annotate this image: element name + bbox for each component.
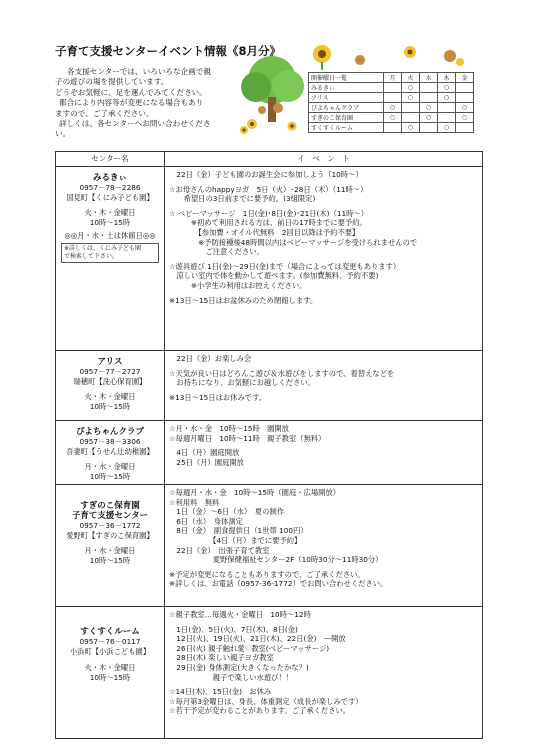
schedule-mark: ○ — [420, 113, 438, 123]
page-title: 子育て支援センターイベント情報《8月分》 — [55, 44, 282, 58]
schedule-center: アリス — [309, 93, 384, 103]
schedule-mark: ○ — [438, 123, 456, 133]
event-line: 29日(金) 身体測定(大きくなったかな？) — [169, 662, 309, 672]
event-line: 28日(木) 楽しい親子ヨガ教室 — [169, 653, 274, 663]
event-line: ☆毎月第3金曜日は、身長、体重測定（成長が楽しみです） — [169, 696, 363, 706]
table-row — [56, 167, 483, 351]
column-header-event: イ ベ ン ト — [165, 152, 483, 167]
schedule-mark: ○ — [384, 103, 402, 113]
center-name-sub: 子育て支援センター — [71, 511, 149, 521]
center-days: 火・木・金曜日 — [84, 208, 136, 217]
schedule-mark — [438, 103, 456, 113]
center-address: 国見町【くにみ子ども園】 — [66, 193, 154, 202]
center-cell — [56, 351, 165, 421]
intro-line: 都合により内容等が変更になる場合もあり — [59, 98, 204, 108]
center-closed: ◎◎月・水・土は休館日◎◎ — [64, 231, 156, 240]
event-line: ☆遊具遊び 1日(金)～29日(金)まで（場合によっては変更もあります） — [169, 261, 401, 271]
center-tel: 0957－78－2286 — [79, 183, 141, 192]
center-hours: 10時～15時 — [89, 673, 131, 682]
schedule-mark: ○ — [402, 93, 420, 103]
event-cell — [165, 485, 483, 607]
center-name: すぎのこ保育園 — [80, 501, 140, 511]
event-line: ☆お母さんのhappyヨガ 5日（火）･28日（木）（11時～） — [169, 184, 368, 194]
schedule-header: 開催曜日一覧 — [309, 73, 384, 83]
center-days: 火・木・金曜日 — [84, 392, 136, 401]
center-tel: 0957－36－1772 — [79, 521, 141, 530]
schedule-mark — [384, 123, 402, 133]
schedule-center: みるきぃ — [309, 83, 384, 93]
event-line: 22日（金） 出張子育て教室 — [169, 545, 270, 555]
event-line: 8日（金） 副食提供日（1世帯 100円） — [169, 526, 308, 536]
center-name: ぴよちゃんクラブ — [75, 427, 144, 437]
schedule-mark — [420, 123, 438, 133]
event-line: ☆利用料 無料 — [169, 497, 220, 507]
center-tel: 0957－38－3306 — [79, 437, 141, 446]
event-line: 1日(金)、5日(火)、7日(木)、8日(金) — [169, 624, 298, 634]
event-line: 22日（金）お楽しみ会 — [169, 354, 252, 363]
center-address: 愛野町【すぎのこ保育園】 — [66, 531, 154, 540]
center-days: 月・水・金曜日 — [84, 546, 136, 555]
column-header-center: センター名 — [56, 152, 165, 167]
intro-line: 各支援センターでは、いろいろな企画で親 — [67, 67, 211, 76]
event-cell — [165, 167, 483, 351]
schedule-mark: ○ — [402, 123, 420, 133]
center-days: 火・木・金曜日 — [84, 663, 136, 672]
event-line: ☆毎週月曜日 10時～11時 親子教室（無料） — [169, 433, 326, 443]
center-name: すくすくルーム — [80, 627, 140, 637]
center-address: 瑞穂町【洗心保育園】 — [73, 377, 147, 386]
schedule-center: すぎのこ保育園 — [309, 113, 384, 123]
center-name: アリス — [97, 357, 123, 367]
event-line: お持ちになり、お気軽にお越しください。 — [169, 378, 315, 388]
event-line: ☆14日(木)、15日(金) お休み — [169, 687, 272, 697]
intro-line: 詳しくは、各センターへお問い合わせくださ — [59, 119, 211, 129]
intro-line: 子の遊びの場を提供しています。 — [55, 77, 169, 87]
schedule-mark — [402, 113, 420, 123]
event-line: 22日（金）子ども園のお誕生会に参加しよう（10時～） — [169, 170, 363, 179]
schedule-mark — [456, 93, 474, 103]
intro-line: どうぞお気軽に、足を運んでみてください。 — [55, 87, 207, 97]
event-line: 25日（月）園庭開放 — [169, 457, 244, 467]
event-line: 【参加費・オイル代無料 2回目以降は予約不要】 — [169, 227, 360, 237]
schedule-mark — [456, 123, 474, 133]
event-line: 26日(火) 親子触れ愛♡教室(ベビーマッサージ) — [169, 643, 330, 653]
center-note — [61, 243, 159, 263]
table-row — [56, 485, 483, 607]
schedule-mark — [420, 93, 438, 103]
event-cell — [165, 421, 483, 485]
center-tel: 0957－77－2727 — [79, 367, 141, 376]
event-line: ※13日～15日はお盆休みのため閉館します。 — [169, 295, 318, 305]
schedule-mark — [420, 83, 438, 93]
event-line: ☆月・水・金 10時～15時 園開放 — [169, 424, 289, 433]
event-line: ※詳しくは、お電話（0957-36-1772）でお問い合わせください。 — [169, 579, 388, 589]
event-line: 4日（月）園庭開放 — [169, 448, 240, 458]
schedule-mark: ○ — [402, 83, 420, 93]
center-cell — [56, 485, 165, 607]
event-line: 6日（水） 身体測定 — [169, 516, 243, 526]
center-address: 小浜町【小浜こども園】 — [69, 647, 151, 656]
schedule-mark: ○ — [420, 103, 438, 113]
event-line: 涼しい室内で体を動かして遊べます。(参加費無料、予約不要) — [169, 271, 379, 281]
event-line: 【4日（月）までに要予約】 — [169, 535, 302, 545]
schedule-center: すくすくルーム — [309, 123, 384, 133]
schedule-mark — [438, 113, 456, 123]
center-days: 月・水・金曜日 — [84, 462, 136, 471]
note-line: で検索して下さい。 — [64, 253, 119, 260]
schedule-mark: ○ — [438, 93, 456, 103]
schedule-center: ぴよちゃんクラブ — [309, 103, 384, 113]
center-hours: 10時～15時 — [89, 556, 131, 565]
schedule-day: 火 — [402, 73, 420, 83]
schedule-mark: ○ — [456, 113, 474, 123]
table-row — [56, 607, 483, 739]
event-line: ☆親子教室…毎週火・金曜日 10時～12時 — [169, 610, 311, 619]
event-table — [55, 151, 483, 739]
intro-line: ますので、ご了承ください。 — [55, 108, 154, 118]
decoration-illustration — [310, 42, 470, 70]
schedule-mark — [456, 83, 474, 93]
note-line: ※詳しくは、くにみ子ども園 — [64, 245, 142, 252]
center-name: みるきぃ — [92, 173, 127, 183]
event-line: 12日(火)、19日(火)、21日(木)、22日(金) ―開放 — [169, 634, 346, 644]
event-cell — [165, 351, 483, 421]
center-hours: 10時～15時 — [89, 218, 131, 227]
schedule-mark: ○ — [438, 83, 456, 93]
center-cell — [56, 167, 165, 351]
event-line: ※予防接種後48時間以内はベビーマッサージを受けられませんので — [169, 237, 418, 247]
event-line: 親子で楽しい水遊び！！ — [169, 672, 294, 682]
intro-line: い。 — [55, 129, 71, 139]
schedule-day: 月 — [384, 73, 402, 83]
event-line: ☆毎週月・水・金 10時～15時（園庭・広場開放） — [169, 488, 341, 497]
schedule-mark: ○ — [384, 113, 402, 123]
schedule-mark — [384, 83, 402, 93]
event-cell — [165, 607, 483, 739]
event-line: ☆若干予定が変わることがあります。ご了承ください。 — [169, 706, 351, 716]
schedule-day: 木 — [438, 73, 456, 83]
center-tel: 0957－76－0117 — [79, 637, 141, 646]
schedule-table — [308, 72, 474, 133]
center-cell — [56, 421, 165, 485]
center-hours: 10時～15時 — [89, 402, 131, 411]
tree-illustration — [232, 42, 312, 142]
event-line: 希望日の3日前までに要予約。(3組限定) — [169, 194, 316, 204]
event-line: ☆天気が良い日はどろんこ遊び＆水遊びをしますので、着替えなどを — [169, 368, 395, 378]
center-cell — [56, 607, 165, 739]
schedule-mark — [402, 103, 420, 113]
event-line: ※予定が変更になることもありますので、ご了承ください。 — [169, 569, 365, 579]
table-row — [56, 421, 483, 485]
schedule-day: 水 — [420, 73, 438, 83]
event-line: ※13日～15日はお休みです。 — [169, 392, 267, 402]
event-line: ※初めて利用される方は、前日の17時までに要予約。 — [169, 218, 367, 228]
event-line: 1日（金）～6日（水） 夏の制作 — [169, 507, 285, 517]
center-hours: 10時～15時 — [89, 472, 131, 481]
schedule-mark — [384, 93, 402, 103]
center-address: 吾妻町【うせん辻幼稚園】 — [66, 447, 154, 456]
schedule-mark: ○ — [456, 103, 474, 113]
schedule-day: 金 — [456, 73, 474, 83]
table-row — [56, 351, 483, 421]
event-line: 愛野保健福祉センター2F（10時30分～11時30分） — [169, 555, 383, 565]
event-line: ご注意ください。 — [169, 247, 264, 257]
event-line: ※小学生の利用はお控えください。 — [169, 280, 307, 290]
event-line: ☆ ベビーマッサージ 1日(金)･8日(金)･21日(木)（11時～） — [169, 208, 369, 218]
